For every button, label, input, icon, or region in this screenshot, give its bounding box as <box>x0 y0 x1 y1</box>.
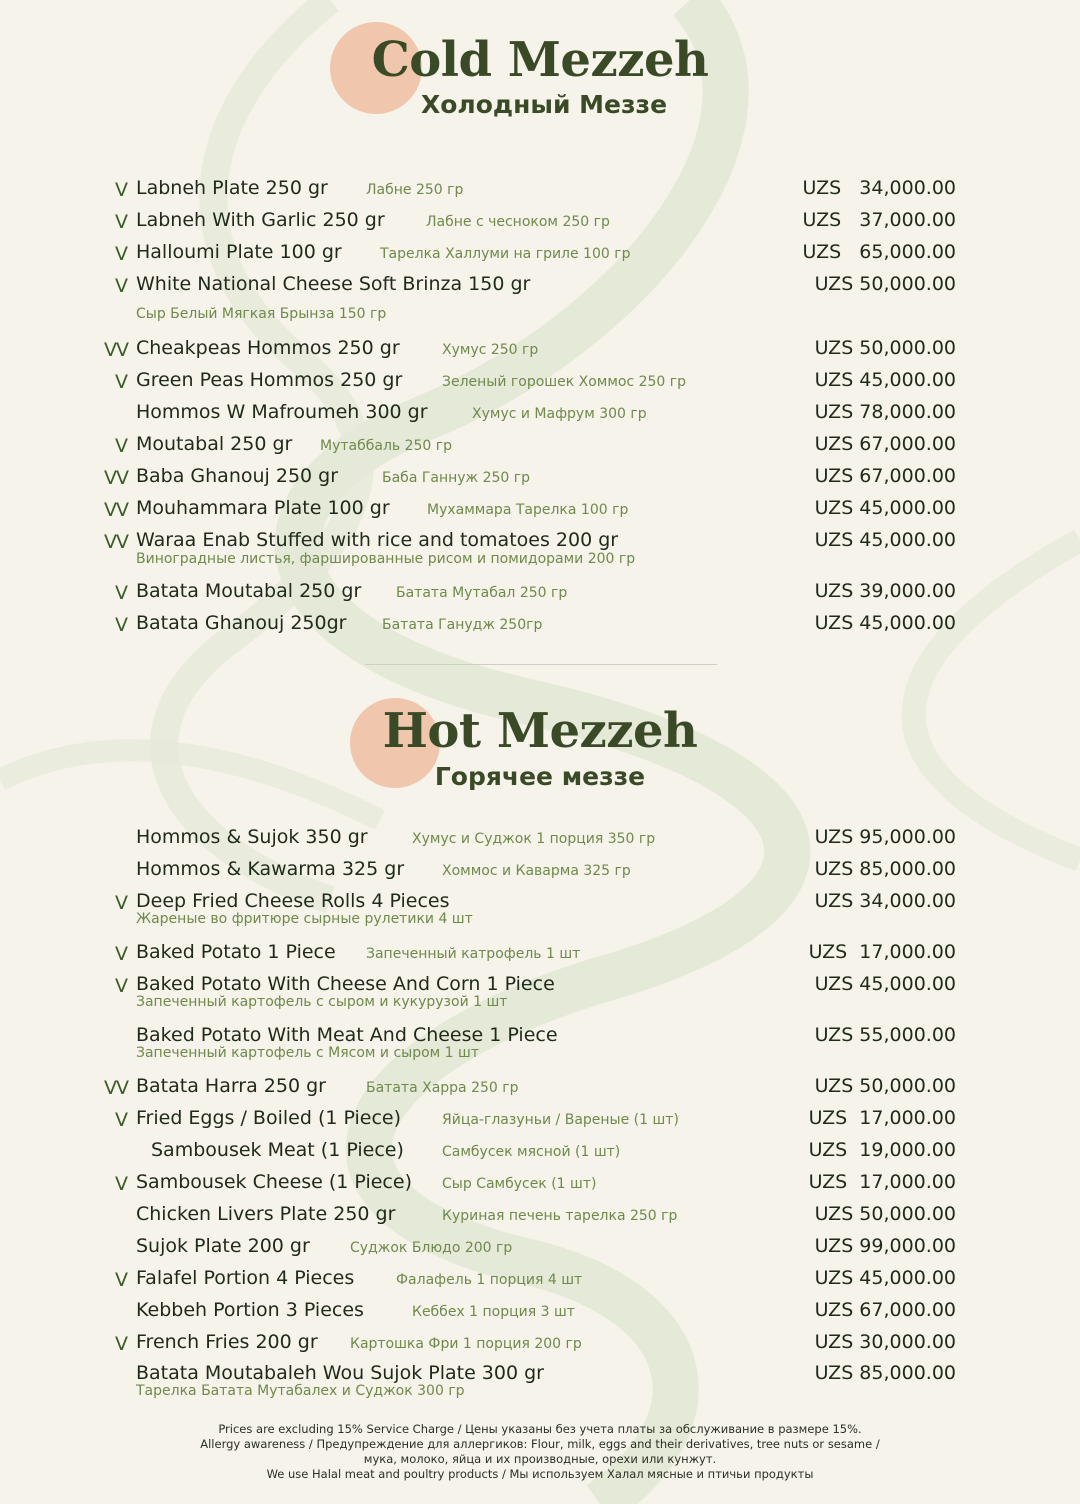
item-price: UZS 67,000.00 <box>814 433 956 455</box>
item-name-russian: Самбусек мясной (1 шт) <box>442 1144 621 1160</box>
hot-title: Hot Mezzeh <box>382 703 698 759</box>
item-name: Waraa Enab Stuffed with rice and tomatoes 200 gr <box>136 529 619 551</box>
item-name-russian: Хумус и Суджок 1 порция 350 гр <box>412 831 656 847</box>
item-name-russian: Суджок Блюдо 200 гр <box>350 1240 513 1256</box>
item-name-russian: Мухаммара Тарелка 100 гр <box>427 502 629 518</box>
cold-title: Cold Mezzeh <box>371 32 709 88</box>
item-name: Chicken Livers Plate 250 gr <box>136 1203 396 1225</box>
menu-item <box>0 1074 1080 1106</box>
item-name: French Fries 200 gr <box>136 1331 318 1353</box>
menu-item <box>0 825 1080 857</box>
item-price: UZS 34,000.00 <box>802 177 956 199</box>
menu-item <box>0 1023 1080 1061</box>
item-name: Deep Fried Cheese Rolls 4 Pieces <box>136 890 450 912</box>
item-price: UZS 37,000.00 <box>802 209 956 231</box>
vegetarian-mark: V <box>115 614 128 636</box>
vegetarian-mark: V <box>115 1109 128 1131</box>
item-price: UZS 85,000.00 <box>814 858 956 880</box>
menu-item <box>0 1170 1080 1202</box>
item-price: UZS 65,000.00 <box>802 241 956 263</box>
vegetarian-mark: VV <box>104 531 128 553</box>
item-price: UZS 45,000.00 <box>814 612 956 634</box>
menu-item <box>0 208 1080 240</box>
item-name: Batata Harra 250 gr <box>136 1075 326 1097</box>
vegetarian-mark: V <box>115 892 128 914</box>
item-price: UZS 45,000.00 <box>814 497 956 519</box>
item-price: UZS 55,000.00 <box>814 1024 956 1046</box>
item-name-russian: Хумус и Мафрум 300 гр <box>472 406 647 422</box>
item-name-russian: Запеченный картофель с сыром и кукурузой 1 шт <box>136 994 508 1010</box>
vegetarian-mark: V <box>115 275 128 297</box>
vegetarian-mark: V <box>115 943 128 965</box>
footer-allergy: Allergy awareness / Предупреждение для аллергиков: Flour, milk, eggs and their derivatives, tree nuts or sesame / <box>200 1437 880 1451</box>
item-price: UZS 45,000.00 <box>814 529 956 551</box>
menu-item <box>0 528 1080 567</box>
menu-item <box>0 496 1080 528</box>
item-name: Baked Potato With Cheese And Corn 1 Piece <box>136 973 555 995</box>
item-price: UZS 67,000.00 <box>814 465 956 487</box>
menu-item <box>0 579 1080 611</box>
item-name-russian: Виноградные листья, фаршированные рисом и помидорами 200 гр <box>136 551 636 567</box>
menu-item <box>0 400 1080 432</box>
item-name-russian: Батата Харра 250 гр <box>366 1080 519 1096</box>
item-name-russian: Тарелка Батата Мутабалех и Суджок 300 гр <box>136 1383 465 1399</box>
menu-item <box>0 857 1080 889</box>
item-name-russian: Лабне 250 гр <box>366 182 464 198</box>
footer-notes <box>0 1422 1080 1482</box>
item-price: UZS 45,000.00 <box>814 369 956 391</box>
item-name-russian: Зеленый горошек Хоммос 250 гр <box>442 374 687 390</box>
footer-service-charge: Prices are excluding 15% Service Charge / Цены указаны без учета платы за обслуживание в размере 15%. <box>218 1422 862 1436</box>
item-price: UZS 85,000.00 <box>814 1362 956 1384</box>
item-name: Green Peas Hommos 250 gr <box>136 369 403 391</box>
item-price: UZS 50,000.00 <box>814 337 956 359</box>
menu-item <box>0 1361 1080 1399</box>
section-divider <box>365 664 717 665</box>
menu-item <box>0 940 1080 972</box>
item-name: Batata Moutabal 250 gr <box>136 580 362 602</box>
item-price: UZS 95,000.00 <box>814 826 956 848</box>
item-name-russian: Батата Ганудж 250гр <box>382 617 543 633</box>
menu-item <box>0 611 1080 643</box>
item-name: Cheakpeas Hommos 250 gr <box>136 337 400 359</box>
item-name: Labneh With Garlic 250 gr <box>136 209 385 231</box>
item-price: UZS 50,000.00 <box>814 1075 956 1097</box>
menu-item <box>0 464 1080 496</box>
item-name: Baked Potato 1 Piece <box>136 941 336 963</box>
item-price: UZS 17,000.00 <box>808 941 956 963</box>
menu-item <box>0 368 1080 400</box>
menu-item <box>0 1266 1080 1298</box>
hot-subtitle: Горячее меззе <box>434 762 646 791</box>
item-price: UZS 19,000.00 <box>808 1139 956 1161</box>
item-name: Batata Moutabaleh Wou Sujok Plate 300 gr <box>136 1362 544 1384</box>
item-price: UZS 30,000.00 <box>814 1331 956 1353</box>
vegetarian-mark: VV <box>104 339 128 361</box>
menu-item <box>0 1138 1080 1170</box>
item-name-russian: Сыр Самбусек (1 шт) <box>442 1176 597 1192</box>
item-name: Sujok Plate 200 gr <box>136 1235 310 1257</box>
menu-item <box>0 432 1080 464</box>
vegetarian-mark: V <box>115 1269 128 1291</box>
item-name-russian: Яйца-глазуньи / Вареные (1 шт) <box>442 1112 679 1128</box>
item-name-russian: Запеченный картофель с Мясом и сыром 1 шт <box>136 1045 479 1061</box>
menu-item <box>0 1106 1080 1138</box>
menu-item <box>0 272 1080 322</box>
item-name: Baked Potato With Meat And Cheese 1 Piece <box>136 1024 558 1046</box>
item-name-russian: Тарелка Халлуми на гриле 100 гр <box>380 246 631 262</box>
footer-allergy-ru: мука, молоко, яйца и их производные, орехи или кунжут. <box>363 1452 717 1466</box>
item-price: UZS 78,000.00 <box>814 401 956 423</box>
item-name: Hommos & Sujok 350 gr <box>136 826 368 848</box>
vegetarian-mark: V <box>115 582 128 604</box>
vegetarian-mark: V <box>115 1333 128 1355</box>
item-name: Batata Ghanouj 250gr <box>136 612 347 634</box>
item-price: UZS 67,000.00 <box>814 1299 956 1321</box>
item-name: Halloumi Plate 100 gr <box>136 241 342 263</box>
menu-item <box>0 1330 1080 1362</box>
vegetarian-mark: V <box>115 179 128 201</box>
item-name: Falafel Portion 4 Pieces <box>136 1267 355 1289</box>
item-name-russian: Запеченный катрофель 1 шт <box>366 946 581 962</box>
item-name-russian: Батата Мутабал 250 гр <box>396 585 568 601</box>
vegetarian-mark: V <box>115 243 128 265</box>
item-name: Hommos & Kawarma 325 gr <box>136 858 405 880</box>
footer-halal: We use Halal meat and poultry products / Мы используем Халал мясные и птичьи продукты <box>266 1467 814 1481</box>
item-name-russian: Кеббех 1 порция 3 шт <box>412 1304 575 1320</box>
item-name-russian: Фалафель 1 порция 4 шт <box>396 1272 583 1288</box>
vegetarian-mark: V <box>115 371 128 393</box>
menu-item <box>0 1298 1080 1330</box>
item-name: White National Cheese Soft Brinza 150 gr <box>136 273 531 295</box>
item-name-russian: Картошка Фри 1 порция 200 гр <box>350 1336 582 1352</box>
item-price: UZS 17,000.00 <box>808 1171 956 1193</box>
vegetarian-mark: VV <box>104 467 128 489</box>
item-name: Sambousek Meat (1 Piece) <box>151 1139 404 1161</box>
menu-item <box>0 889 1080 927</box>
menu-item <box>0 176 1080 208</box>
item-name-russian: Хоммос и Каварма 325 гр <box>442 863 631 879</box>
vegetarian-mark: V <box>115 1173 128 1195</box>
vegetarian-mark: V <box>115 211 128 233</box>
vegetarian-mark: VV <box>104 1077 128 1099</box>
menu-item <box>0 972 1080 1010</box>
item-name-russian: Хумус 250 гр <box>442 342 539 358</box>
item-name: Labneh Plate 250 gr <box>136 177 328 199</box>
item-price: UZS 45,000.00 <box>814 973 956 995</box>
item-name: Sambousek Cheese (1 Piece) <box>136 1171 412 1193</box>
item-price: UZS 50,000.00 <box>814 1203 956 1225</box>
item-name: Hommos W Mafroumeh 300 gr <box>136 401 428 423</box>
vegetarian-mark: V <box>115 975 128 997</box>
item-price: UZS 50,000.00 <box>814 273 956 295</box>
vegetarian-mark: V <box>115 435 128 457</box>
item-price: UZS 17,000.00 <box>808 1107 956 1129</box>
item-name-russian: Жареные во фритюре сырные рулетики 4 шт <box>136 911 473 927</box>
item-name: Baba Ghanouj 250 gr <box>136 465 339 487</box>
menu-item <box>0 1234 1080 1266</box>
item-name-russian: Лабне с чесноком 250 гр <box>426 214 610 230</box>
menu-item <box>0 240 1080 272</box>
item-price: UZS 99,000.00 <box>814 1235 956 1257</box>
item-name-russian: Баба Ганнуж 250 гр <box>382 470 531 486</box>
item-name-russian: Мутаббаль 250 гр <box>320 438 453 454</box>
item-price: UZS 45,000.00 <box>814 1267 956 1289</box>
item-name: Kebbeh Portion 3 Pieces <box>136 1299 364 1321</box>
menu-item <box>0 1202 1080 1234</box>
cold-subtitle: Холодный Меззе <box>420 90 668 119</box>
item-name: Fried Eggs / Boiled (1 Piece) <box>136 1107 402 1129</box>
item-price: UZS 39,000.00 <box>814 580 956 602</box>
item-name: Mouhammara Plate 100 gr <box>136 497 390 519</box>
vegetarian-mark: VV <box>104 499 128 521</box>
item-name-russian: Сыр Белый Мягкая Брынза 150 гр <box>136 306 387 322</box>
item-name-russian: Куриная печень тарелка 250 гр <box>442 1208 678 1224</box>
menu-item <box>0 336 1080 368</box>
item-name: Moutabal 250 gr <box>136 433 293 455</box>
item-price: UZS 34,000.00 <box>814 890 956 912</box>
